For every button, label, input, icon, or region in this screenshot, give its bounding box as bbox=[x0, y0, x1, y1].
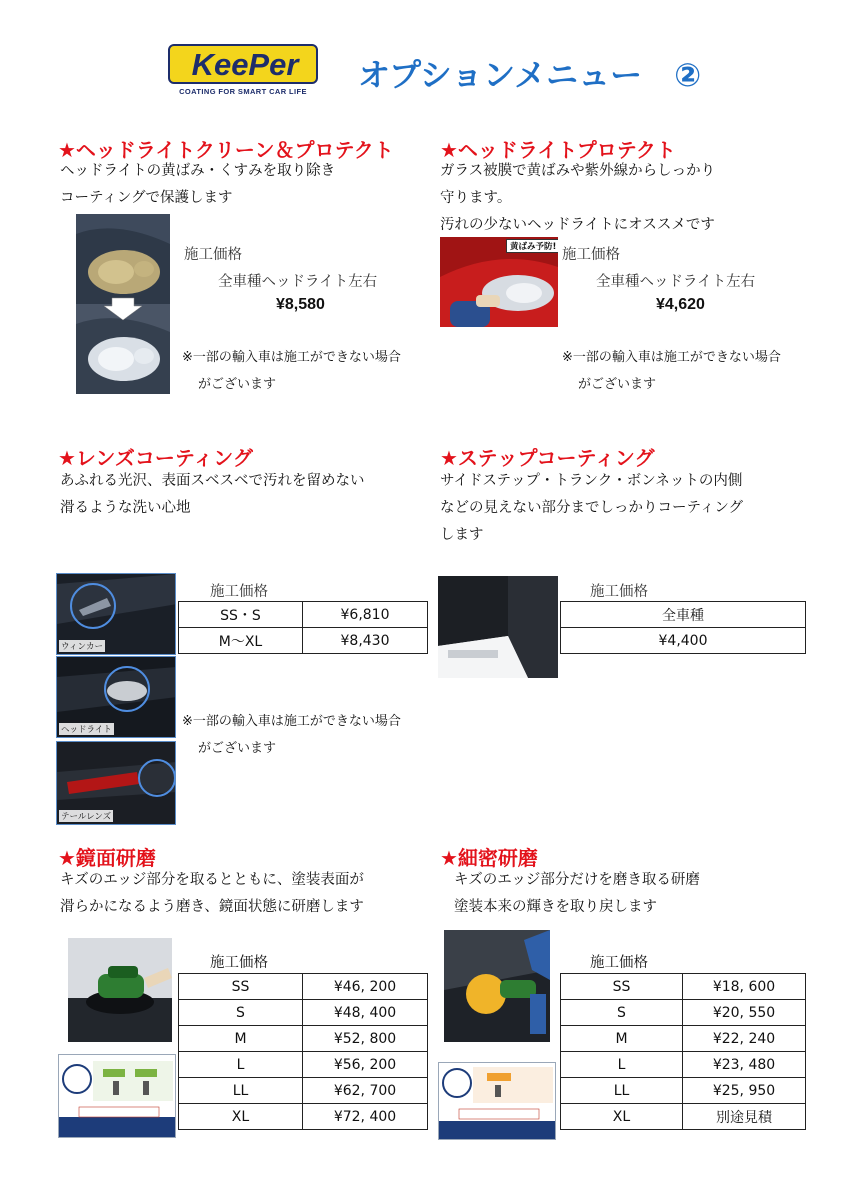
tail-lens-photo bbox=[56, 741, 176, 825]
price-cell: ¥46, 200 bbox=[303, 974, 428, 1000]
table-row bbox=[179, 1078, 428, 1104]
step-coating-price-label: 施工価格 bbox=[590, 584, 648, 600]
logo-tagline: COATING FOR SMART CAR LIFE bbox=[179, 87, 307, 96]
headlight-protect-price: ¥4,620 bbox=[656, 296, 705, 313]
fine-polish-price-table bbox=[560, 973, 806, 1130]
winker-photo bbox=[56, 573, 176, 655]
price-cell: ¥6,810 bbox=[303, 602, 428, 628]
mirror-polish-title: ★鏡面研磨 bbox=[58, 846, 156, 870]
winker-caption: ウィンカー bbox=[61, 642, 103, 652]
headlight-protect-photo bbox=[440, 237, 558, 327]
headlight-clean-title: ★ヘッドライトクリーン＆プロテクト bbox=[58, 138, 394, 162]
table-row bbox=[561, 974, 806, 1000]
headlight-clean-price-label: 施工価格 bbox=[184, 247, 242, 263]
size-cell: XL bbox=[179, 1104, 303, 1130]
headlight-clean-note-1: ※一部の輸入車は施工ができない場合 bbox=[182, 350, 401, 365]
page-title: オプションメニュー ② bbox=[358, 56, 702, 94]
logo-text: KeePer bbox=[191, 47, 299, 82]
lens-coating-price-table bbox=[178, 601, 428, 654]
table-row bbox=[179, 1104, 428, 1130]
headlight-protect-note-2: がございます bbox=[578, 377, 657, 392]
table-row bbox=[561, 1000, 806, 1026]
headlight-lens-caption: ヘッドライト bbox=[61, 725, 112, 735]
fine-polish-price-label: 施工価格 bbox=[590, 955, 648, 971]
price-cell: ¥72, 400 bbox=[303, 1104, 428, 1130]
mirror-polish-desc-1: キズのエッジ部分を取るとともに、塗装表面が bbox=[60, 872, 364, 888]
mirror-polish-diagram bbox=[58, 1054, 176, 1138]
table-row bbox=[561, 1104, 806, 1130]
price-cell: ¥62, 700 bbox=[303, 1078, 428, 1104]
table-row bbox=[561, 1026, 806, 1052]
fine-polish-photo bbox=[444, 930, 550, 1042]
target-cell: 全車種 bbox=[561, 602, 806, 628]
headlight-clean-desc-2: コーティングで保護します bbox=[60, 190, 233, 206]
size-cell: LL bbox=[561, 1078, 683, 1104]
table-row bbox=[179, 974, 428, 1000]
lens-coating-price-label: 施工価格 bbox=[210, 584, 268, 600]
price-cell: ¥25, 950 bbox=[683, 1078, 806, 1104]
yellowing-prevention-badge: 黄ばみ予防! bbox=[506, 239, 558, 253]
price-cell: ¥52, 800 bbox=[303, 1026, 428, 1052]
headlight-lens-photo bbox=[56, 656, 176, 738]
size-cell: L bbox=[179, 1052, 303, 1078]
lens-coating-note-1: ※一部の輸入車は施工ができない場合 bbox=[182, 714, 401, 729]
tail-lens-caption: テールレンズ bbox=[61, 812, 112, 822]
table-row bbox=[179, 1052, 428, 1078]
mirror-polish-price-label: 施工価格 bbox=[210, 955, 268, 971]
size-cell: SS・S bbox=[179, 602, 303, 628]
step-coating-desc-3: します bbox=[440, 527, 484, 543]
price-cell: ¥22, 240 bbox=[683, 1026, 806, 1052]
size-cell: SS bbox=[179, 974, 303, 1000]
size-cell: S bbox=[179, 1000, 303, 1026]
table-row bbox=[561, 628, 806, 654]
price-cell: ¥18, 600 bbox=[683, 974, 806, 1000]
price-cell: ¥8,430 bbox=[303, 628, 428, 654]
mirror-polish-desc-2: 滑らかになるよう磨き、鏡面状態に研磨します bbox=[60, 899, 364, 915]
step-coating-title: ★ステップコーティング bbox=[440, 446, 655, 470]
size-cell: M bbox=[179, 1026, 303, 1052]
headlight-protect-desc-1: ガラス被膜で黄ばみや紫外線からしっかり bbox=[440, 163, 716, 179]
fine-polish-desc-1: キズのエッジ部分だけを磨き取る研磨 bbox=[454, 872, 700, 888]
table-row bbox=[561, 602, 806, 628]
price-cell: ¥20, 550 bbox=[683, 1000, 806, 1026]
lens-coating-desc-1: あふれる光沢、表面スベスベで汚れを留めない bbox=[60, 473, 365, 489]
headlight-protect-desc-3: 汚れの少ないヘッドライトにオススメです bbox=[440, 217, 715, 233]
price-cell: 別途見積 bbox=[683, 1104, 806, 1130]
price-cell: ¥4,400 bbox=[561, 628, 806, 654]
headlight-protect-note-1: ※一部の輸入車は施工ができない場合 bbox=[562, 350, 781, 365]
size-cell: LL bbox=[179, 1078, 303, 1104]
step-coating-desc-2: などの見えない部分までしっかりコーティング bbox=[440, 500, 744, 516]
step-coating-desc-1: サイドステップ・トランク・ボンネットの内側 bbox=[440, 473, 743, 489]
price-cell: ¥23, 480 bbox=[683, 1052, 806, 1078]
headlight-protect-title: ★ヘッドライトプロテクト bbox=[440, 138, 676, 162]
size-cell: M～XL bbox=[179, 628, 303, 654]
size-cell: M bbox=[561, 1026, 683, 1052]
lens-coating-title: ★レンズコーティング bbox=[58, 446, 253, 470]
headlight-clean-price: ¥8,580 bbox=[276, 296, 325, 313]
headlight-clean-desc-1: ヘッドライトの黄ばみ・くすみを取り除き bbox=[60, 163, 336, 179]
table-row bbox=[179, 1026, 428, 1052]
size-cell: XL bbox=[561, 1104, 683, 1130]
size-cell: S bbox=[561, 1000, 683, 1026]
size-cell: SS bbox=[561, 974, 683, 1000]
step-coating-photo bbox=[438, 576, 558, 678]
headlight-clean-note-2: がございます bbox=[198, 377, 277, 392]
size-cell: L bbox=[561, 1052, 683, 1078]
logo-badge bbox=[168, 44, 318, 84]
price-cell: ¥48, 400 bbox=[303, 1000, 428, 1026]
headlight-protect-price-label: 施工価格 bbox=[562, 247, 620, 263]
step-coating-price-table bbox=[560, 601, 806, 654]
mirror-polish-photo bbox=[68, 938, 172, 1042]
headlight-protect-desc-2: 守ります。 bbox=[440, 190, 512, 206]
fine-polish-desc-2: 塗装本来の輝きを取り戻します bbox=[454, 899, 657, 915]
headlight-before-after-photo bbox=[76, 214, 170, 394]
lens-coating-note-2: がございます bbox=[198, 741, 277, 756]
table-row bbox=[179, 628, 428, 654]
price-cell: ¥56, 200 bbox=[303, 1052, 428, 1078]
mirror-polish-price-table bbox=[178, 973, 428, 1130]
table-row bbox=[179, 602, 428, 628]
lens-coating-desc-2: 滑るような洗い心地 bbox=[60, 500, 191, 516]
table-row bbox=[561, 1052, 806, 1078]
table-row bbox=[179, 1000, 428, 1026]
fine-polish-diagram bbox=[438, 1062, 556, 1140]
fine-polish-title: ★細密研磨 bbox=[440, 846, 538, 870]
keeper-logo bbox=[168, 44, 318, 100]
table-row bbox=[561, 1078, 806, 1104]
headlight-clean-target: 全車種ヘッドライト左右 bbox=[218, 274, 378, 290]
headlight-protect-target: 全車種ヘッドライト左右 bbox=[596, 274, 756, 290]
